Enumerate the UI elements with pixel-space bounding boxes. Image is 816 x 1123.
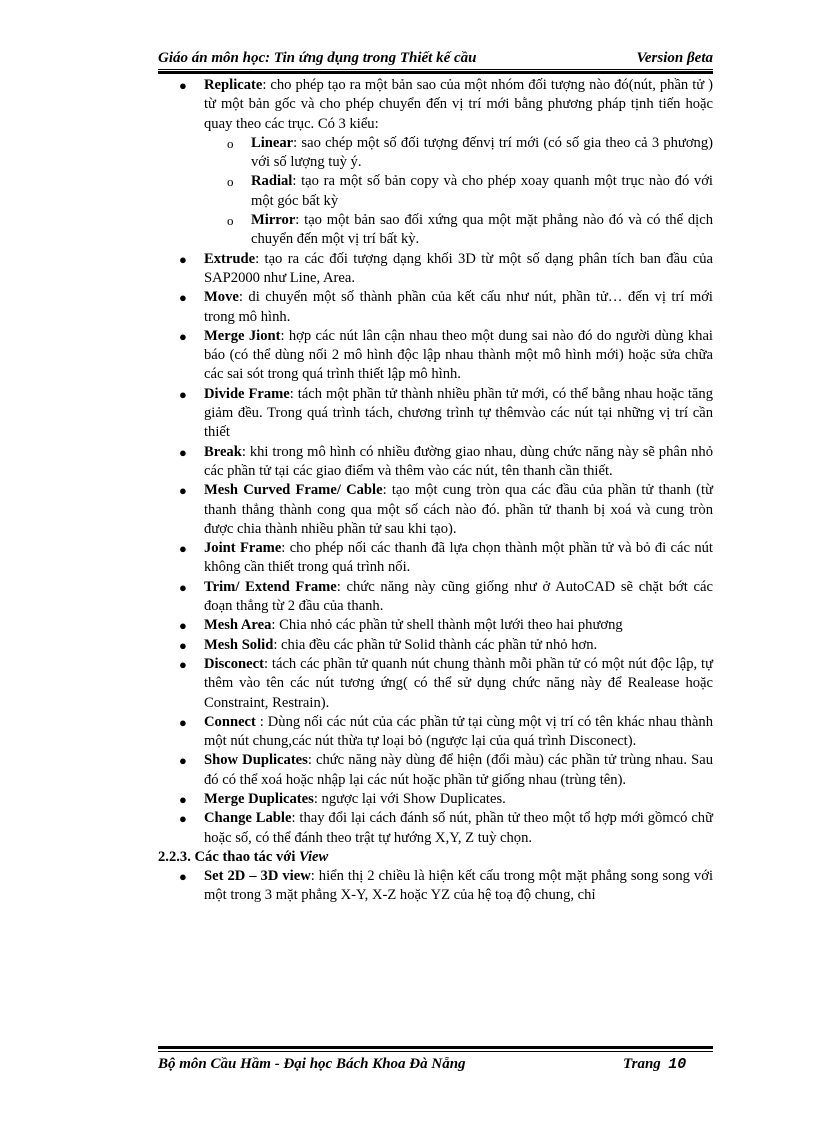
footer-rule (158, 1051, 713, 1052)
page-footer (158, 1046, 713, 1073)
list-item (158, 867, 713, 906)
header-title: Giáo án môn học: Tin ứng dụng trong Thiết kế cầu (158, 50, 477, 66)
item-term: Set 2D – 3D view (204, 868, 311, 885)
item-term: Trim/ Extend Frame (204, 578, 337, 595)
item-term: Mesh Curved Frame/ Cable (204, 482, 383, 499)
item-term: Extrude (204, 250, 256, 267)
bullet-icon: ● (179, 656, 187, 672)
section-heading (158, 848, 713, 867)
section-emph: View (299, 848, 329, 865)
bullet-icon: ● (179, 637, 187, 653)
item-term: Divide Frame (204, 385, 290, 402)
item-term: Joint Frame (204, 540, 282, 557)
item-text: : ngược lại với Show Duplicates. (313, 790, 506, 807)
item-text: : Dùng nối các nút của các phần tử tại cùng một vị trí có tên khác nhau thành một nút chung,các nút thừa tự loại bỏ (ngược lại của quá trình Disconect). (204, 713, 713, 750)
circle-bullet-icon: o (227, 213, 234, 229)
item-text: : tạo một bản sao đối xứng qua một mặt phẳng nào đó và có thể dịch chuyển đến một vị trí bất kỳ. (251, 212, 713, 248)
list-item (158, 443, 713, 482)
item-text: : thay đổi lại cách đánh số nút, phần tử theo một tổ hợp mới gồmcó chữ hoặc số, có thể đánh theo trật tự hướng X,Y, Z tuỳ chọn. (204, 810, 714, 846)
sub-list-item (204, 134, 713, 173)
sub-list (204, 134, 713, 250)
header-rule (158, 71, 713, 74)
item-text: : cho phép nối các thanh đã lựa chọn thành một phần tử và bỏ đi các nút không cần thiết trong quá trình nối. (204, 540, 713, 576)
item-text: : khi trong mô hình có nhiều đường giao nhau, dùng chức năng này sẽ phân nhỏ các phần tử tại các giao điểm và thêm vào các nút, tên thanh cần thiết. (204, 443, 713, 479)
bullet-icon: ● (179, 811, 187, 827)
item-text: : tạo một cung tròn qua các đầu của phần tử thanh (từ thanh thẳng thành cong qua một số cách nào đó. phần tử thanh bị xoá và cung tròn được chia thành nhiều phần tử sau khi tạo). (204, 482, 713, 537)
list-item (158, 616, 713, 635)
section-bullet-list (158, 867, 713, 906)
bullet-icon: ● (179, 78, 187, 93)
item-term: Mesh Solid (204, 636, 274, 653)
item-text: : di chuyển một số thành phần của kết cấu như nút, phần tử… đến vị trí mới trong mô hình. (204, 289, 713, 325)
bullet-icon: ● (179, 753, 187, 769)
item-term: Show Duplicates (204, 752, 308, 769)
list-item (158, 327, 713, 385)
list-item (158, 539, 713, 578)
page-number (623, 1056, 713, 1073)
page-label: Trang (623, 1056, 661, 1072)
item-term: Disconect (204, 655, 264, 672)
list-item (158, 713, 713, 752)
item-term: Mesh Area (204, 617, 272, 634)
item-term: Replicate (204, 77, 263, 93)
page-header (158, 50, 713, 70)
list-item (158, 481, 713, 539)
item-term: Merge Duplicates (204, 790, 314, 807)
bullet-icon: ● (179, 386, 187, 402)
bullet-icon: ● (179, 714, 187, 730)
item-text: : tách một phần tử thành nhiều phần tử mới, có thể bằng nhau hoặc tăng giảm đều. Trong quá trình tách, chương trình tự thêmvào các nút tại những vị trí cần thiết (204, 385, 713, 441)
sub-list-item (204, 211, 713, 250)
item-text: : Chia nhỏ các phần tử shell thành một lưới theo hai phương (271, 617, 623, 634)
item-term: Connect (204, 713, 256, 730)
item-text: : chức năng này dùng để hiện (đổi màu) các phần tử trùng nhau. Sau đó có thể xoá hoặc nhập lại các nút hoặc phần tử giống nhau (trùng tên). (204, 752, 713, 788)
bullet-icon: ● (179, 328, 187, 344)
list-item (158, 578, 713, 617)
list-item (158, 288, 713, 327)
item-text: : chức năng này cũng giống như ở AutoCAD sẽ chặt bớt các đoạn thẳng từ 2 đầu của thanh. (204, 578, 713, 615)
item-text: : hiển thị 2 chiều là hiện kết cấu trong một mặt phẳng song song với một trong 3 mặt phẳng X-Y, X-Z hoặc YZ của hệ toạ độ chung, chỉ (204, 868, 713, 904)
list-item (158, 76, 713, 250)
bullet-icon: ● (179, 618, 187, 634)
circle-bullet-icon: o (227, 135, 234, 151)
section-number: 2.2.3. Các thao tác với (158, 848, 300, 865)
bullet-icon: ● (179, 290, 187, 306)
item-text: : sao chép một số đối tượng đếnvị trí mới (có số gia theo cả 3 phương) với số lượng tuỳ ý. (251, 134, 713, 171)
item-text: : chia đều các phần tử Solid thành các phần tử nhỏ hơn. (273, 636, 598, 653)
item-text: : cho phép tạo ra một bản sao của một nhóm đối tượng nào đó(nút, phần tử ) từ một bản gốc và cho phép chuyển đến vị trí mới bằng phương pháp tịnh tiến hoặc quay theo các trục. Có 3 kiểu: (204, 77, 713, 132)
list-item (158, 250, 713, 289)
item-text: : tạo ra một số bản copy và cho phép xoay quanh một trục nào đó với một góc bất kỳ (251, 173, 713, 209)
bullet-icon: ● (179, 869, 187, 885)
item-term: Mirror (251, 212, 296, 229)
bullet-icon: ● (179, 444, 187, 460)
item-term: Linear (251, 134, 294, 151)
bullet-icon: ● (179, 791, 187, 807)
bullet-icon: ● (179, 483, 187, 499)
item-term: Radial (251, 173, 293, 190)
item-text: : tạo ra các đối tượng dạng khối 3D từ một số dạng phân tích ban đầu của SAP2000 như Line, Area. (204, 250, 713, 286)
header-version: Version βeta (636, 50, 713, 66)
footer-department: Bộ môn Cầu Hầm - Đại học Bách Khoa Đà Nẵng (158, 1056, 466, 1072)
item-text: : tách các phần tử quanh nút chung thành mỗi phần tử có một nút độc lập, tự thêm vào tên các nút tương ứng( có thể sử dụng chức năng này để Realease hoặc Constraint, Restrain). (204, 655, 713, 711)
list-item (158, 636, 713, 655)
list-item (158, 655, 713, 713)
list-item (158, 385, 713, 443)
item-term: Change Lable (204, 810, 292, 827)
list-item (158, 790, 713, 809)
circle-bullet-icon: o (227, 174, 234, 190)
page-body (158, 76, 713, 906)
bullet-icon: ● (179, 579, 187, 595)
bullet-icon: ● (179, 251, 187, 267)
page-number-value: 10 (668, 1056, 687, 1073)
list-item (158, 809, 713, 848)
list-item (158, 751, 713, 790)
item-text: : hợp các nút lân cận nhau theo một dung sai nào đó do người dùng khai báo (có thể dùng nối 2 mô hình độc lập nhau thành một mô hình mới) hoặc sửa chữa các sai sót trong quá trình thiết lập mô hình. (204, 327, 713, 383)
bullet-list (158, 76, 713, 848)
item-term: Break (204, 443, 242, 460)
bullet-icon: ● (179, 541, 187, 557)
item-term: Merge Jiont (204, 327, 281, 344)
sub-list-item (204, 172, 713, 211)
item-term: Move (204, 289, 239, 306)
